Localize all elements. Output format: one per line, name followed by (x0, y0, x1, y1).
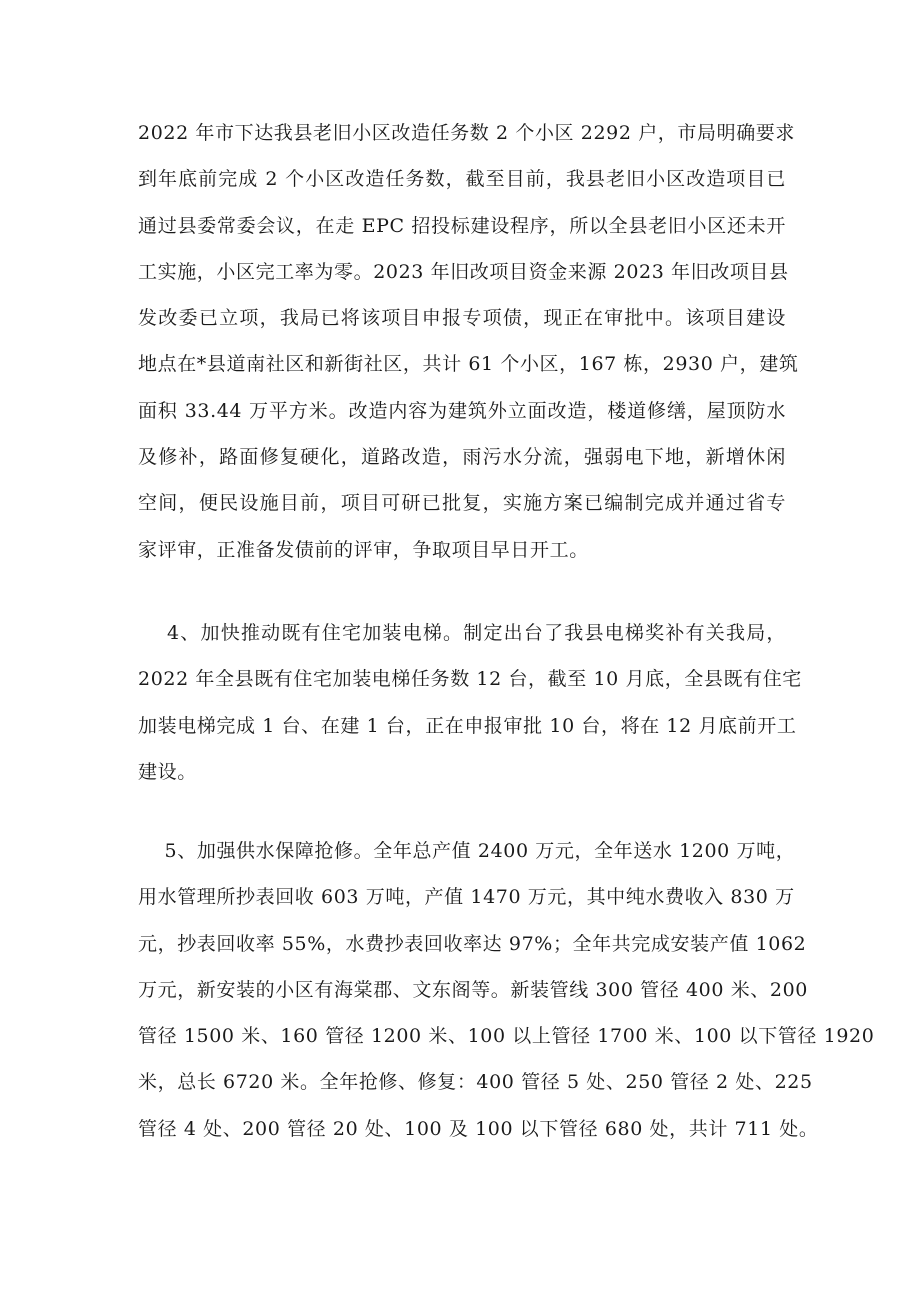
text-line: 及修补，路面修复硬化，道路改造，雨污水分流，强弱电下地，新增休闲 (138, 446, 786, 469)
text-line: 家评审，正准备发债前的评审，争取项目早日开工。 (138, 538, 589, 561)
text-line: 空间，便民设施目前，项目可研已批复，实施方案已编制完成并通过省专 (138, 492, 786, 515)
text-line: 米，总长 6720 米。全年抢修、修复：400 管径 5 处、250 管径 2 处、225 (138, 1071, 813, 1094)
text-line: 管径 4 处、200 管径 20 处、100 及 100 以下管径 680 处，共计 711 处。 (138, 1117, 819, 1140)
text-line: 地点在*县道南社区和新街社区，共计 61 个小区，167 栋，2930 户，建筑 (138, 353, 799, 376)
text-line: 面积 33.44 万平方米。改造内容为建筑外立面改造，楼道修缮，屋顶防水 (138, 399, 786, 422)
text-line: 建设。 (138, 760, 197, 783)
text-line: 发改委已立项，我局已将该项目申报专项债，现正在审批中。该项目建设 (138, 307, 786, 330)
paragraph-water-supply (138, 828, 875, 1152)
paragraph-elevator-installation (138, 610, 802, 795)
text-line: 加装电梯完成 1 台、在建 1 台，正在申报审批 10 台，将在 12 月底前开工 (138, 714, 797, 737)
text-line: 2022 年全县既有住宅加装电梯任务数 12 台，截至 10 月底，全县既有住宅 (138, 668, 802, 691)
text-line: 到年底前完成 2 个小区改造任务数，截至目前，我县老旧小区改造项目已 (138, 168, 786, 191)
text-line: 管径 1500 米、160 管径 1200 米、100 以上管径 1700 米、100 以下管径 1920 (138, 1025, 875, 1048)
text-line: 2022 年市下达我县老旧小区改造任务数 2 个小区 2292 户，市局明确要求 (138, 122, 795, 144)
text-line: 元，抄表回收率 55%，水费抄表回收率达 97%；全年共完成安装产值 1062 (138, 932, 807, 955)
text-line: 万元，新安装的小区有海棠郡、文东阁等。新装管线 300 管径 400 米、200 (138, 978, 808, 1001)
text-line: 4、加快推动既有住宅加装电梯。制定出台了我县电梯奖补有关我局， (138, 622, 786, 644)
text-line: 用水管理所抄表回收 603 万吨，产值 1470 万元，其中纯水费收入 830 万 (138, 886, 795, 909)
text-line: 通过县委常委会议，在走 EPC 招投标建设程序，所以全县老旧小区还未开 (138, 214, 786, 237)
text-line: 工实施，小区完工率为零。2023 年旧改项目资金来源 2023 年旧改项目县 (138, 260, 789, 283)
paragraph-old-community-renovation (138, 110, 799, 573)
text-line: 5、加强供水保障抢修。全年总产值 2400 万元，全年送水 1200 万吨， (138, 840, 796, 862)
